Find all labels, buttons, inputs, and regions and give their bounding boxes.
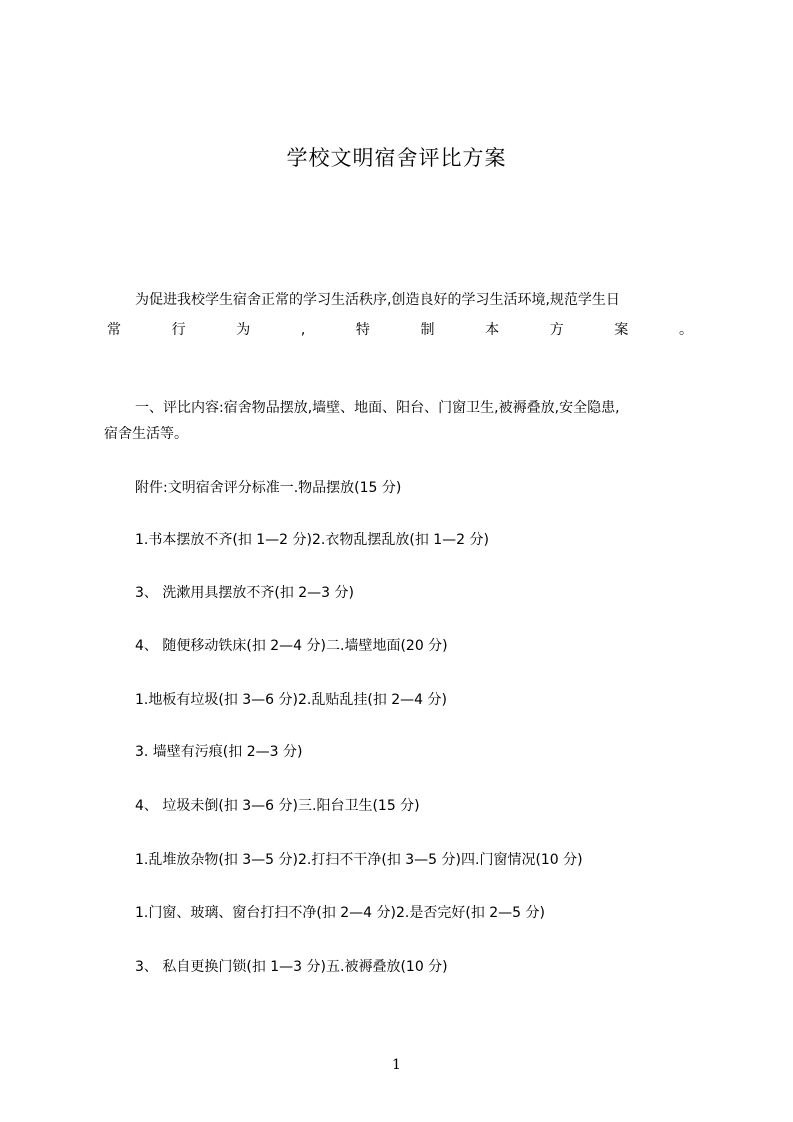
- intro-char: 制: [420, 322, 435, 338]
- page-number: 1: [392, 1057, 401, 1073]
- criteria-line: 3、 洗漱用具摆放不齐(扣 2—3 分): [135, 585, 354, 601]
- section-1-line-2: 宿舍生活等。: [104, 426, 188, 442]
- criteria-line: 3. 墙壁有污痕(扣 2—3 分): [135, 744, 303, 760]
- intro-paragraph-line-2: [107, 318, 693, 342]
- criteria-line: 1.门窗、玻璃、窗台打扫不净(扣 2—4 分)2.是否完好(扣 2—5 分): [135, 905, 545, 921]
- intro-char: 为: [236, 322, 251, 338]
- intro-char: 案: [614, 322, 629, 338]
- criteria-line: 1.书本摆放不齐(扣 1—2 分)2.衣物乱摆乱放(扣 1—2 分): [135, 532, 489, 548]
- criteria-line: 4、 垃圾未倒(扣 3—6 分)三.阳台卫生(15 分): [135, 798, 420, 814]
- section-1-line-1: 一、评比内容:宿舍物品摆放,墙壁、地面、阳台、门窗卫生,被褥叠放,安全隐患,: [135, 400, 620, 416]
- intro-char: 常: [107, 322, 121, 338]
- intro-char: 方: [549, 322, 564, 338]
- intro-paragraph-line-1: 为促进我校学生宿舍正常的学习生活秩序,创造良好的学习生活环境,规范学生日: [135, 292, 620, 308]
- intro-char: 本: [485, 322, 500, 338]
- intro-char: 行: [171, 322, 186, 338]
- appendix-heading: 附件:文明宿舍评分标准一.物品摆放(15 分): [135, 480, 402, 496]
- criteria-line: 3、 私自更换门锁(扣 1—3 分)五.被褥叠放(10 分): [135, 959, 448, 975]
- criteria-line: 4、 随便移动铁床(扣 2—4 分)二.墙壁地面(20 分): [135, 638, 448, 654]
- intro-char: 。: [678, 322, 693, 338]
- criteria-line: 1.地板有垃圾(扣 3—6 分)2.乱贴乱挂(扣 2—4 分): [135, 692, 447, 708]
- intro-char: ,: [300, 322, 306, 338]
- page-title: 学校文明宿舍评比方案: [286, 146, 507, 170]
- intro-char: 特: [355, 322, 370, 338]
- criteria-line: 1.乱堆放杂物(扣 3—5 分)2.打扫不干净(扣 3—5 分)四.门窗情况(10 分): [135, 852, 583, 868]
